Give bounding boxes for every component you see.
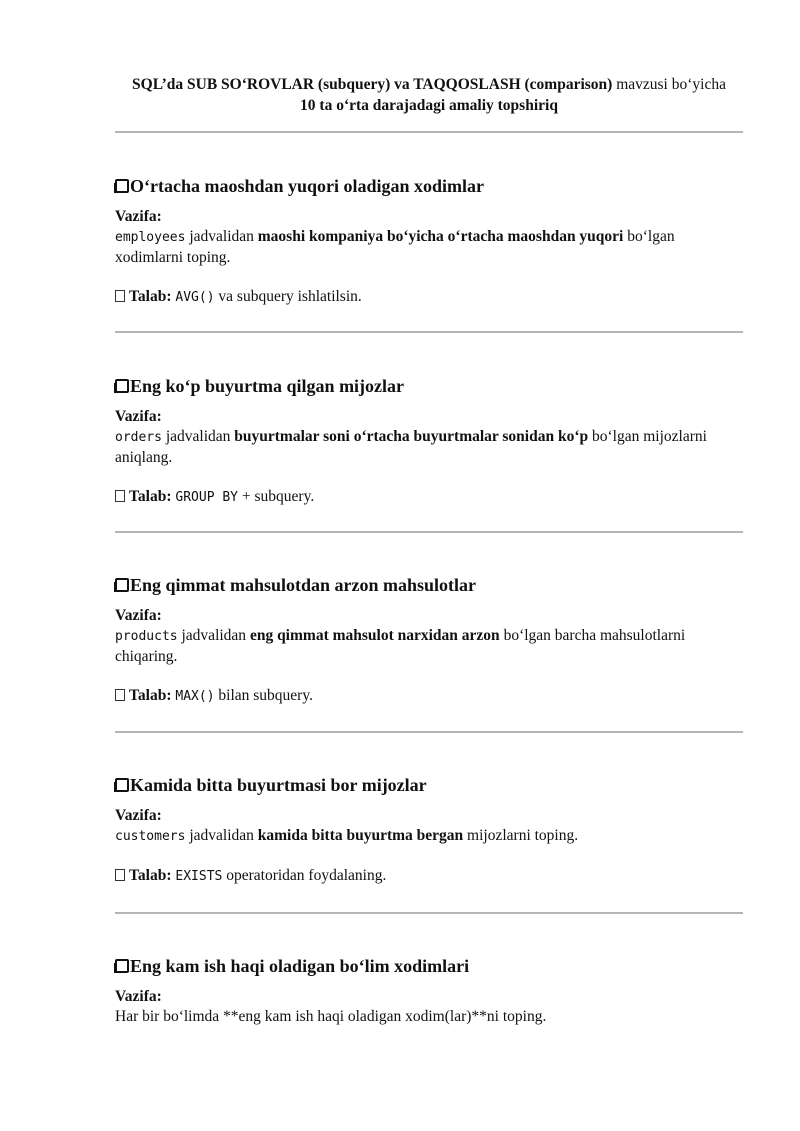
vazifa-label: Vazifa: bbox=[115, 208, 162, 225]
task-title-5: Eng kam ish haqi oladigan bo‘lim xodimlari bbox=[115, 954, 743, 978]
number-3-icon bbox=[115, 578, 129, 592]
divider bbox=[115, 331, 743, 333]
checkbox-icon bbox=[115, 689, 125, 701]
vazifa-label: Vazifa: bbox=[115, 988, 162, 1005]
header-title-rest: mavzusi bo‘yicha bbox=[612, 76, 726, 93]
task-requirement-4: Talab: EXISTS operatoridan foydalaning. bbox=[115, 866, 743, 887]
checkbox-icon bbox=[115, 290, 125, 302]
task-description-1: employees jadvalidan maoshi kompaniya bo‘yicha o‘rtacha maoshdan yuqori bo‘lgan xodimlarni toping. bbox=[115, 228, 675, 266]
task-section-1 bbox=[115, 174, 743, 308]
task-section-3 bbox=[115, 573, 743, 707]
task-description-3: products jadvalidan eng qimmat mahsulot narxidan arzon bo‘lgan barcha mahsulotlarni chiqaring. bbox=[115, 627, 686, 665]
task-description-4: customers jadvalidan kamida bitta buyurtma bergan mijozlarni toping. bbox=[115, 827, 579, 844]
divider bbox=[115, 131, 743, 133]
task-title-4: Kamida bitta buyurtmasi bor mijozlar bbox=[115, 773, 743, 797]
divider bbox=[115, 912, 743, 914]
task-requirement-3: Talab: MAX() bilan subquery. bbox=[115, 686, 743, 707]
header-subtitle: 10 ta o‘rta darajadagi amaliy topshiriq bbox=[300, 97, 558, 114]
task-title-2: Eng ko‘p buyurtma qilgan mijozlar bbox=[115, 374, 743, 398]
checkbox-icon bbox=[115, 869, 125, 881]
task-title-3: Eng qimmat mahsulotdan arzon mahsulotlar bbox=[115, 573, 743, 597]
vazifa-label: Vazifa: bbox=[115, 607, 162, 624]
task-description-2: orders jadvalidan buyurtmalar soni o‘rtacha buyurtmalar sonidan ko‘p bo‘lgan mijozlarni aniqlang. bbox=[115, 428, 707, 466]
checkbox-icon bbox=[115, 490, 125, 502]
task-section-2 bbox=[115, 374, 743, 508]
vazifa-label: Vazifa: bbox=[115, 807, 162, 824]
number-4-icon bbox=[115, 778, 129, 792]
task-requirement-1: Talab: AVG() va subquery ishlatilsin. bbox=[115, 287, 743, 308]
header-title-bold: SQL’da SUB SO‘ROVLAR (subquery) va TAQQOSLASH (comparison) bbox=[132, 76, 613, 93]
task-description-5: Har bir bo‘limda **eng kam ish haqi oladigan xodim(lar)**ni toping. bbox=[115, 1008, 547, 1025]
document-header bbox=[115, 74, 743, 116]
number-1-icon bbox=[115, 179, 129, 193]
number-2-icon bbox=[115, 379, 129, 393]
divider bbox=[115, 531, 743, 533]
number-5-icon bbox=[115, 959, 129, 973]
divider bbox=[115, 731, 743, 733]
task-section-4 bbox=[115, 773, 743, 887]
task-section-5 bbox=[115, 954, 743, 1027]
vazifa-label: Vazifa: bbox=[115, 408, 162, 425]
task-title-1: O‘rtacha maoshdan yuqori oladigan xodimlar bbox=[115, 174, 743, 198]
task-requirement-2: Talab: GROUP BY + subquery. bbox=[115, 487, 743, 508]
